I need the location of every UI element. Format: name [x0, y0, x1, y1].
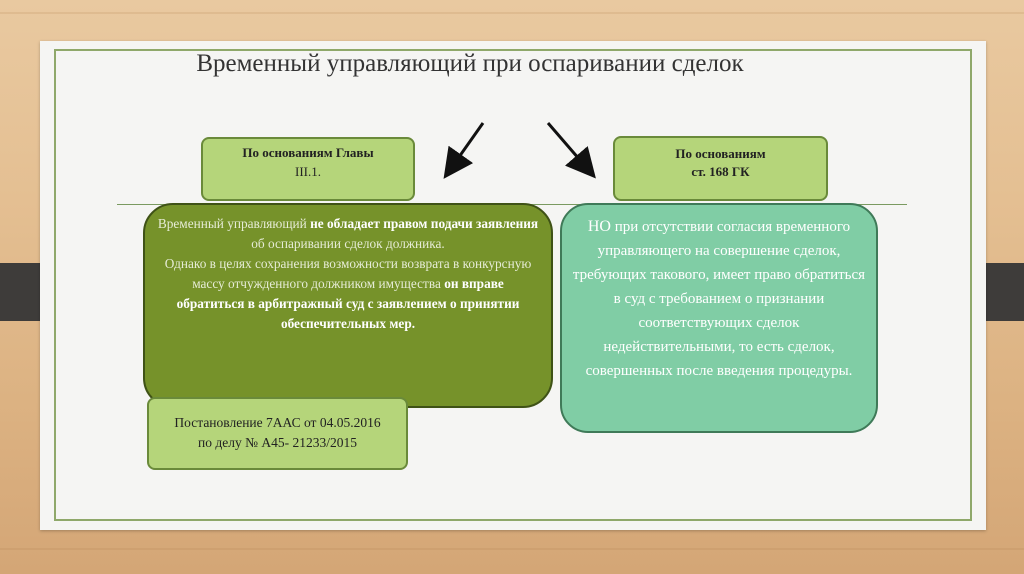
- decision-line2: по делу № А45- 21233/2015: [198, 435, 357, 450]
- header-right-line1: По основаниям: [675, 146, 766, 161]
- header-left-box: [201, 137, 415, 201]
- p1-text-bold: не обладает правом подачи заявления: [310, 216, 539, 231]
- left-paragraph-2: [157, 254, 539, 334]
- right-text: при отсутствии согласия временного управляющего на совершение сделок, требующих такового, имеет право обратиться в суд с требованием о признании соответствующих сделок недействительными, то есть сделок, совершенных после введения процедуры.: [572, 219, 866, 379]
- arrow-down-right-icon: [548, 123, 592, 174]
- header-right-box: [613, 136, 828, 201]
- decision-line1: Постановление 7ААС от 04.05.2016: [174, 415, 381, 430]
- p2-text-a: Однако в целях сохранения возможности возврата в конкурсную массу отчужденного должником имущества: [164, 256, 532, 291]
- court-decision-box: [147, 397, 408, 470]
- arrow-down-left-icon: [447, 123, 483, 174]
- p1-text-a: Временный управляющий: [157, 216, 311, 231]
- slide-title: Временный управляющий при оспаривании сделок: [196, 50, 744, 77]
- left-content-block: [143, 203, 553, 408]
- p1-text-c: об оспаривании сделок должника.: [251, 236, 445, 251]
- header-left-line2: III.1.: [295, 164, 321, 179]
- p2-text-bold: он вправе обратиться в арбитражный суд с заявлением о принятии обеспечительных мер.: [176, 276, 520, 331]
- left-paragraph-1: [157, 214, 539, 254]
- header-left-line1: По основаниям Главы: [242, 145, 374, 160]
- right-content-block: [560, 203, 878, 433]
- right-lead: НО: [587, 218, 611, 235]
- header-right-line2: ст. 168 ГК: [691, 164, 750, 179]
